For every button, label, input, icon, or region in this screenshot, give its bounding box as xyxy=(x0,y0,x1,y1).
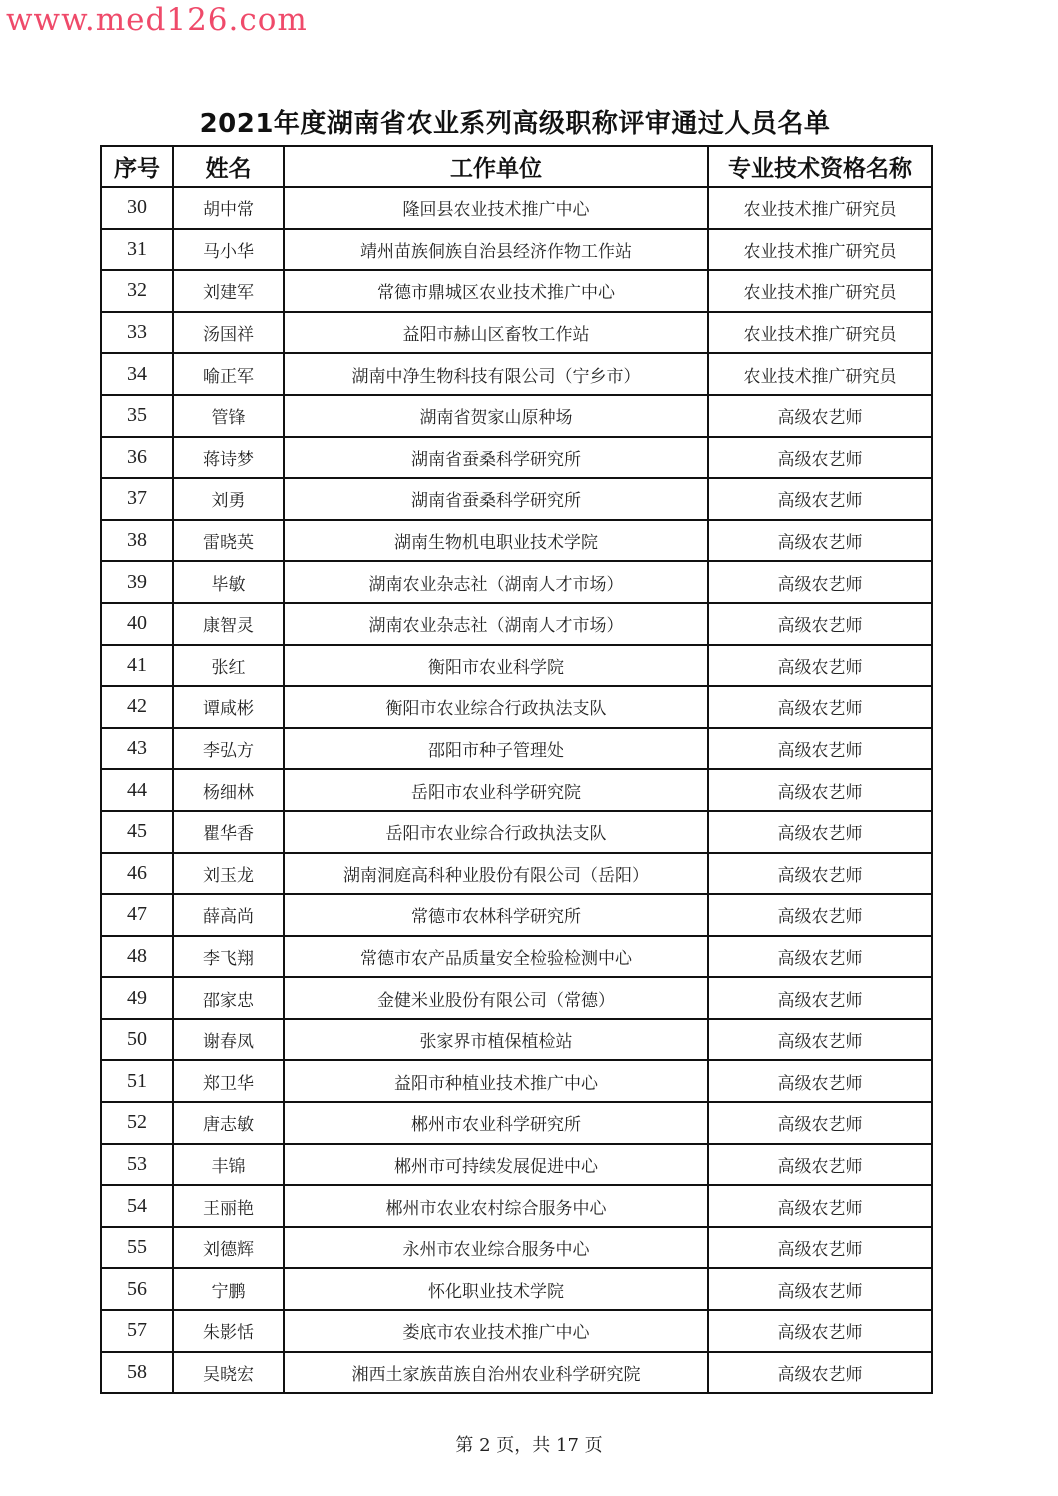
cell-qualification: 高级农艺师 xyxy=(708,1310,932,1352)
cell-qualification: 高级农艺师 xyxy=(708,520,932,562)
cell-qualification: 高级农艺师 xyxy=(708,395,932,437)
page-number: 第 2 页，共 17 页 xyxy=(455,1435,603,1456)
cell-name: 李弘方 xyxy=(173,728,284,770)
table-row xyxy=(101,561,932,603)
cell-name: 唐志敏 xyxy=(173,1102,284,1144)
cell-work-unit: 湖南生物机电职业技术学院 xyxy=(284,520,708,562)
cell-qualification: 高级农艺师 xyxy=(708,1227,932,1269)
cell-qualification: 高级农艺师 xyxy=(708,645,932,687)
table-row xyxy=(101,1060,932,1102)
cell-serial-number: 43 xyxy=(101,728,173,770)
cell-serial-number: 55 xyxy=(101,1227,173,1269)
cell-qualification: 高级农艺师 xyxy=(708,1268,932,1310)
cell-work-unit: 湖南农业杂志社（湖南人才市场） xyxy=(284,561,708,603)
cell-name: 康智灵 xyxy=(173,603,284,645)
cell-serial-number: 45 xyxy=(101,811,173,853)
cell-name: 宁鹏 xyxy=(173,1268,284,1310)
table-row xyxy=(101,1268,932,1310)
cell-work-unit: 怀化职业技术学院 xyxy=(284,1268,708,1310)
cell-name: 朱影恬 xyxy=(173,1310,284,1352)
cell-serial-number: 51 xyxy=(101,1060,173,1102)
table-row xyxy=(101,1102,932,1144)
cell-work-unit: 衡阳市农业综合行政执法支队 xyxy=(284,686,708,728)
cell-serial-number: 36 xyxy=(101,437,173,479)
cell-serial-number: 31 xyxy=(101,229,173,271)
cell-serial-number: 52 xyxy=(101,1102,173,1144)
cell-name: 毕敏 xyxy=(173,561,284,603)
cell-name: 雷晓英 xyxy=(173,520,284,562)
header-work-unit: 工作单位 xyxy=(284,146,708,187)
cell-work-unit: 郴州市可持续发展促进中心 xyxy=(284,1144,708,1186)
cell-serial-number: 30 xyxy=(101,187,173,229)
cell-serial-number: 41 xyxy=(101,645,173,687)
cell-qualification: 高级农艺师 xyxy=(708,853,932,895)
cell-qualification: 高级农艺师 xyxy=(708,1144,932,1186)
cell-qualification: 农业技术推广研究员 xyxy=(708,312,932,354)
table-row xyxy=(101,853,932,895)
cell-serial-number: 54 xyxy=(101,1185,173,1227)
page-title: 2021年度湖南省农业系列高级职称评审通过人员名单 xyxy=(199,109,831,139)
table-row xyxy=(101,353,932,395)
table-row xyxy=(101,1185,932,1227)
table-row xyxy=(101,187,932,229)
cell-name: 喻正军 xyxy=(173,353,284,395)
cell-qualification: 高级农艺师 xyxy=(708,1352,932,1394)
cell-serial-number: 42 xyxy=(101,686,173,728)
cell-serial-number: 34 xyxy=(101,353,173,395)
cell-serial-number: 57 xyxy=(101,1310,173,1352)
cell-name: 刘建军 xyxy=(173,270,284,312)
table-row xyxy=(101,1310,932,1352)
cell-qualification: 高级农艺师 xyxy=(708,769,932,811)
cell-serial-number: 46 xyxy=(101,853,173,895)
cell-qualification: 农业技术推广研究员 xyxy=(708,187,932,229)
cell-serial-number: 39 xyxy=(101,561,173,603)
table-row xyxy=(101,229,932,271)
cell-qualification: 高级农艺师 xyxy=(708,977,932,1019)
cell-work-unit: 金健米业股份有限公司（常德） xyxy=(284,977,708,1019)
cell-qualification: 高级农艺师 xyxy=(708,603,932,645)
table-row xyxy=(101,395,932,437)
table-row xyxy=(101,520,932,562)
cell-name: 管锋 xyxy=(173,395,284,437)
cell-name: 丰锦 xyxy=(173,1144,284,1186)
cell-qualification: 高级农艺师 xyxy=(708,478,932,520)
cell-serial-number: 44 xyxy=(101,769,173,811)
table-row xyxy=(101,312,932,354)
cell-qualification: 农业技术推广研究员 xyxy=(708,270,932,312)
cell-work-unit: 岳阳市农业科学研究院 xyxy=(284,769,708,811)
table-row xyxy=(101,769,932,811)
cell-work-unit: 常德市农产品质量安全检验检测中心 xyxy=(284,936,708,978)
cell-serial-number: 47 xyxy=(101,894,173,936)
cell-qualification: 高级农艺师 xyxy=(708,1185,932,1227)
cell-name: 汤国祥 xyxy=(173,312,284,354)
cell-work-unit: 衡阳市农业科学院 xyxy=(284,645,708,687)
cell-qualification: 高级农艺师 xyxy=(708,894,932,936)
cell-work-unit: 湖南中净生物科技有限公司（宁乡市） xyxy=(284,353,708,395)
cell-name: 胡中常 xyxy=(173,187,284,229)
cell-work-unit: 靖州苗族侗族自治县经济作物工作站 xyxy=(284,229,708,271)
table-row xyxy=(101,686,932,728)
table-row xyxy=(101,728,932,770)
cell-serial-number: 37 xyxy=(101,478,173,520)
cell-serial-number: 40 xyxy=(101,603,173,645)
cell-serial-number: 33 xyxy=(101,312,173,354)
cell-work-unit: 郴州市农业科学研究所 xyxy=(284,1102,708,1144)
cell-name: 谭咸彬 xyxy=(173,686,284,728)
table-row xyxy=(101,1144,932,1186)
header-serial-number: 序号 xyxy=(101,146,173,187)
cell-name: 刘玉龙 xyxy=(173,853,284,895)
table-row xyxy=(101,1019,932,1061)
cell-qualification: 高级农艺师 xyxy=(708,686,932,728)
table-row xyxy=(101,645,932,687)
cell-qualification: 高级农艺师 xyxy=(708,561,932,603)
cell-name: 邵家忠 xyxy=(173,977,284,1019)
cell-qualification: 高级农艺师 xyxy=(708,936,932,978)
cell-work-unit: 岳阳市农业综合行政执法支队 xyxy=(284,811,708,853)
cell-work-unit: 益阳市种植业技术推广中心 xyxy=(284,1060,708,1102)
cell-serial-number: 35 xyxy=(101,395,173,437)
table-header-row xyxy=(101,146,932,187)
table-row xyxy=(101,936,932,978)
cell-work-unit: 湖南省蚕桑科学研究所 xyxy=(284,478,708,520)
cell-name: 王丽艳 xyxy=(173,1185,284,1227)
table-row xyxy=(101,1227,932,1269)
cell-name: 刘德辉 xyxy=(173,1227,284,1269)
table-row xyxy=(101,603,932,645)
table-row xyxy=(101,977,932,1019)
cell-name: 刘勇 xyxy=(173,478,284,520)
cell-name: 瞿华香 xyxy=(173,811,284,853)
cell-work-unit: 湖南省贺家山原种场 xyxy=(284,395,708,437)
table-row xyxy=(101,478,932,520)
cell-name: 李飞翔 xyxy=(173,936,284,978)
cell-qualification: 农业技术推广研究员 xyxy=(708,353,932,395)
cell-work-unit: 益阳市赫山区畜牧工作站 xyxy=(284,312,708,354)
cell-work-unit: 湖南省蚕桑科学研究所 xyxy=(284,437,708,479)
header-qualification: 专业技术资格名称 xyxy=(708,146,932,187)
cell-work-unit: 娄底市农业技术推广中心 xyxy=(284,1310,708,1352)
cell-qualification: 高级农艺师 xyxy=(708,1102,932,1144)
cell-name: 谢春凤 xyxy=(173,1019,284,1061)
cell-work-unit: 郴州市农业农村综合服务中心 xyxy=(284,1185,708,1227)
table-row xyxy=(101,894,932,936)
cell-name: 吴晓宏 xyxy=(173,1352,284,1394)
header-name: 姓名 xyxy=(173,146,284,187)
cell-work-unit: 湖南洞庭高科种业股份有限公司（岳阳） xyxy=(284,853,708,895)
cell-qualification: 高级农艺师 xyxy=(708,437,932,479)
watermark-url: www.med126.com xyxy=(6,2,308,38)
cell-work-unit: 湖南农业杂志社（湖南人才市场） xyxy=(284,603,708,645)
table-row xyxy=(101,270,932,312)
cell-work-unit: 张家界市植保植检站 xyxy=(284,1019,708,1061)
cell-serial-number: 53 xyxy=(101,1144,173,1186)
cell-work-unit: 常德市鼎城区农业技术推广中心 xyxy=(284,270,708,312)
cell-name: 马小华 xyxy=(173,229,284,271)
cell-work-unit: 隆回县农业技术推广中心 xyxy=(284,187,708,229)
cell-qualification: 高级农艺师 xyxy=(708,1060,932,1102)
cell-serial-number: 48 xyxy=(101,936,173,978)
cell-name: 薛高尚 xyxy=(173,894,284,936)
cell-work-unit: 湘西土家族苗族自治州农业科学研究院 xyxy=(284,1352,708,1394)
cell-qualification: 高级农艺师 xyxy=(708,728,932,770)
cell-qualification: 高级农艺师 xyxy=(708,811,932,853)
cell-qualification: 高级农艺师 xyxy=(708,1019,932,1061)
cell-name: 杨细林 xyxy=(173,769,284,811)
cell-name: 蒋诗梦 xyxy=(173,437,284,479)
cell-serial-number: 58 xyxy=(101,1352,173,1394)
cell-qualification: 农业技术推广研究员 xyxy=(708,229,932,271)
personnel-table xyxy=(100,145,933,1394)
cell-serial-number: 50 xyxy=(101,1019,173,1061)
cell-serial-number: 32 xyxy=(101,270,173,312)
cell-work-unit: 邵阳市种子管理处 xyxy=(284,728,708,770)
table-row xyxy=(101,811,932,853)
cell-serial-number: 38 xyxy=(101,520,173,562)
table-row xyxy=(101,1352,932,1394)
cell-work-unit: 常德市农林科学研究所 xyxy=(284,894,708,936)
cell-serial-number: 49 xyxy=(101,977,173,1019)
table-row xyxy=(101,437,932,479)
cell-name: 郑卫华 xyxy=(173,1060,284,1102)
cell-name: 张红 xyxy=(173,645,284,687)
cell-work-unit: 永州市农业综合服务中心 xyxy=(284,1227,708,1269)
cell-serial-number: 56 xyxy=(101,1268,173,1310)
